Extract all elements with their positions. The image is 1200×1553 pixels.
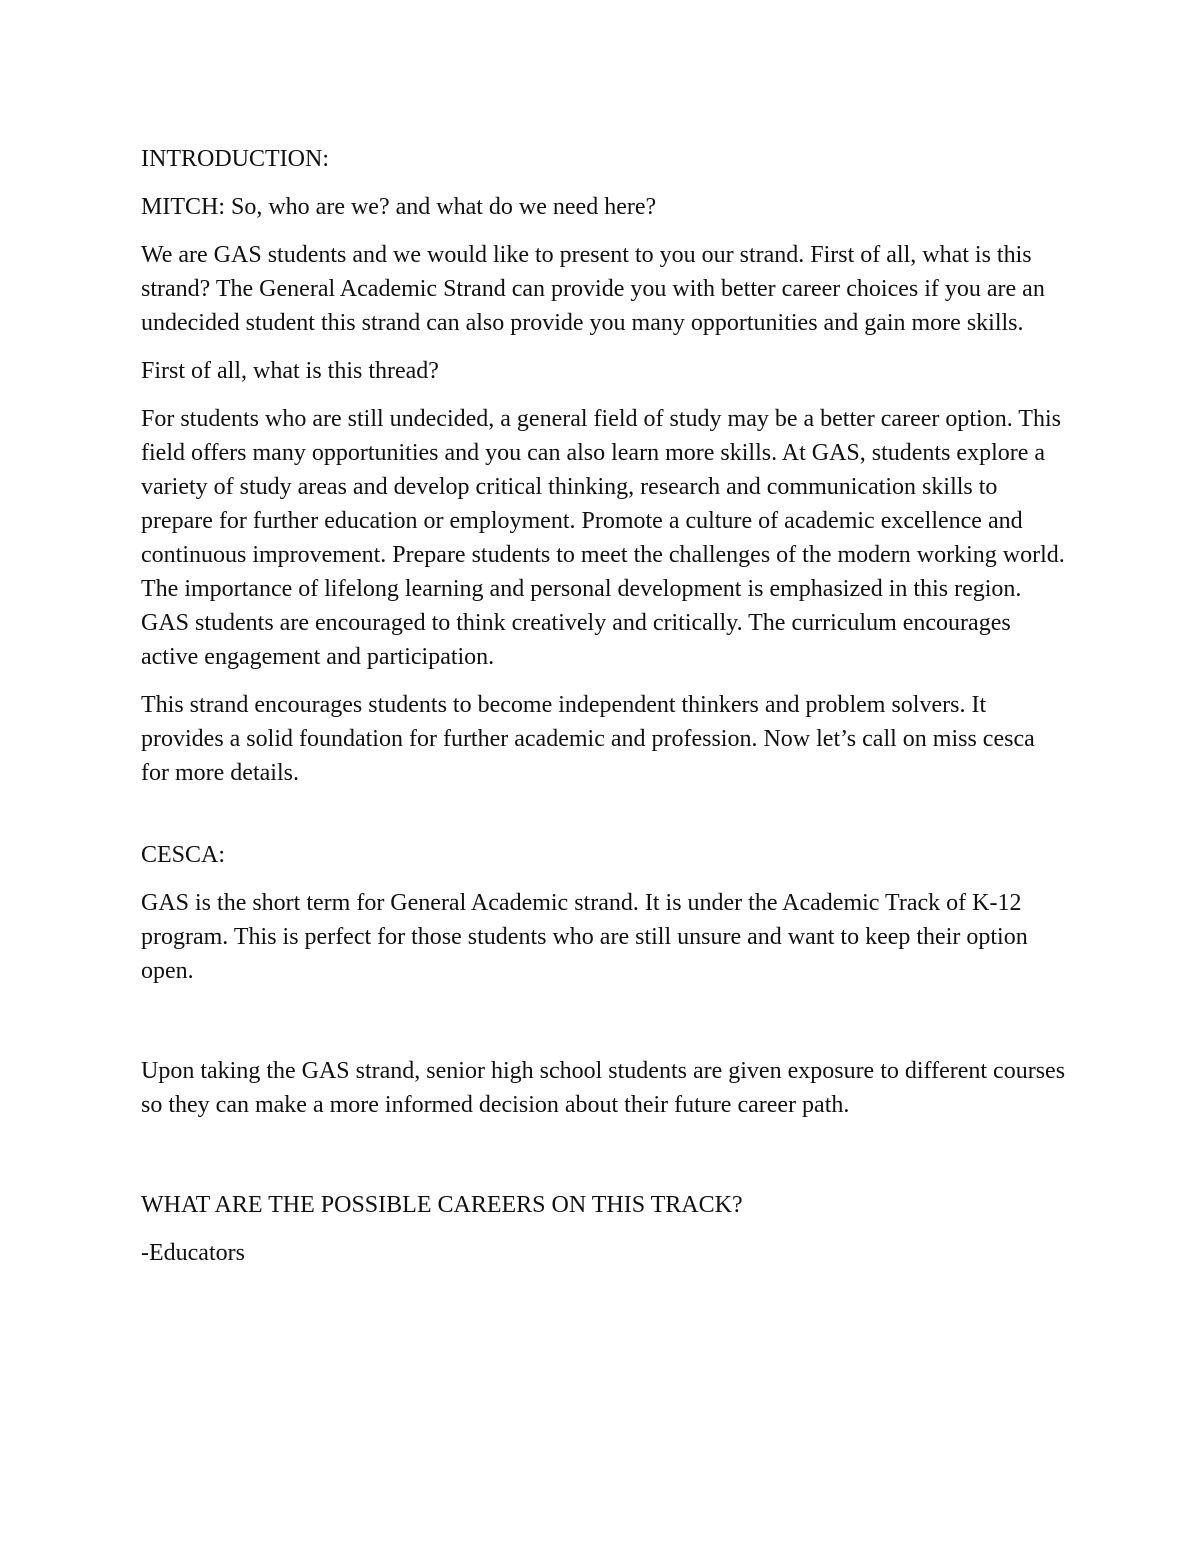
intro-heading: INTRODUCTION:	[141, 146, 329, 172]
mitch-question: MITCH: So, who are we? and what do we need here?	[141, 194, 657, 220]
paragraph-gas-intro: We are GAS students and we would like to present to you our strand. First of all, what is this strand? The General Academic Strand can provide you with better career choices if you are an undecided student this strand can also provide you many opportunities and gain more skills.	[141, 242, 1045, 336]
cesca-heading: CESCA:	[141, 842, 226, 868]
paragraph-independent-thinkers: This strand encourages students to become independent thinkers and problem solvers. It provides a solid foundation for further academic and profession. Now let’s call on miss cesca for more details.	[141, 692, 1035, 786]
paragraph-thread-question: First of all, what is this thread?	[141, 358, 439, 384]
paragraph-gas-definition: GAS is the short term for General Academic strand. It is under the Academic Track of K-12 program. This is perfect for those students who are still unsure and want to keep their option open.	[141, 890, 1028, 984]
careers-heading: WHAT ARE THE POSSIBLE CAREERS ON THIS TRACK?	[141, 1192, 743, 1218]
document-body	[141, 142, 1066, 1284]
paragraph-general-field: For students who are still undecided, a general field of study may be a better career option. This field offers many opportunities and you can also learn more skills. At GAS, students explore a variety of study areas and develop critical thinking, research and communication skills to prepare for further education or employment. Promote a culture of academic excellence and continuous improvement. Prepare students to meet the challenges of the modern working world. The importance of lifelong learning and personal development is emphasized in this region. GAS students are encouraged to think creatively and critically. The curriculum encourages active engagement and participation.	[141, 406, 1065, 670]
career-item: -Educators	[141, 1240, 245, 1266]
paragraph-gas-exposure: Upon taking the GAS strand, senior high school students are given exposure to different courses so they can make a more informed decision about their future career path.	[141, 1058, 1066, 1118]
